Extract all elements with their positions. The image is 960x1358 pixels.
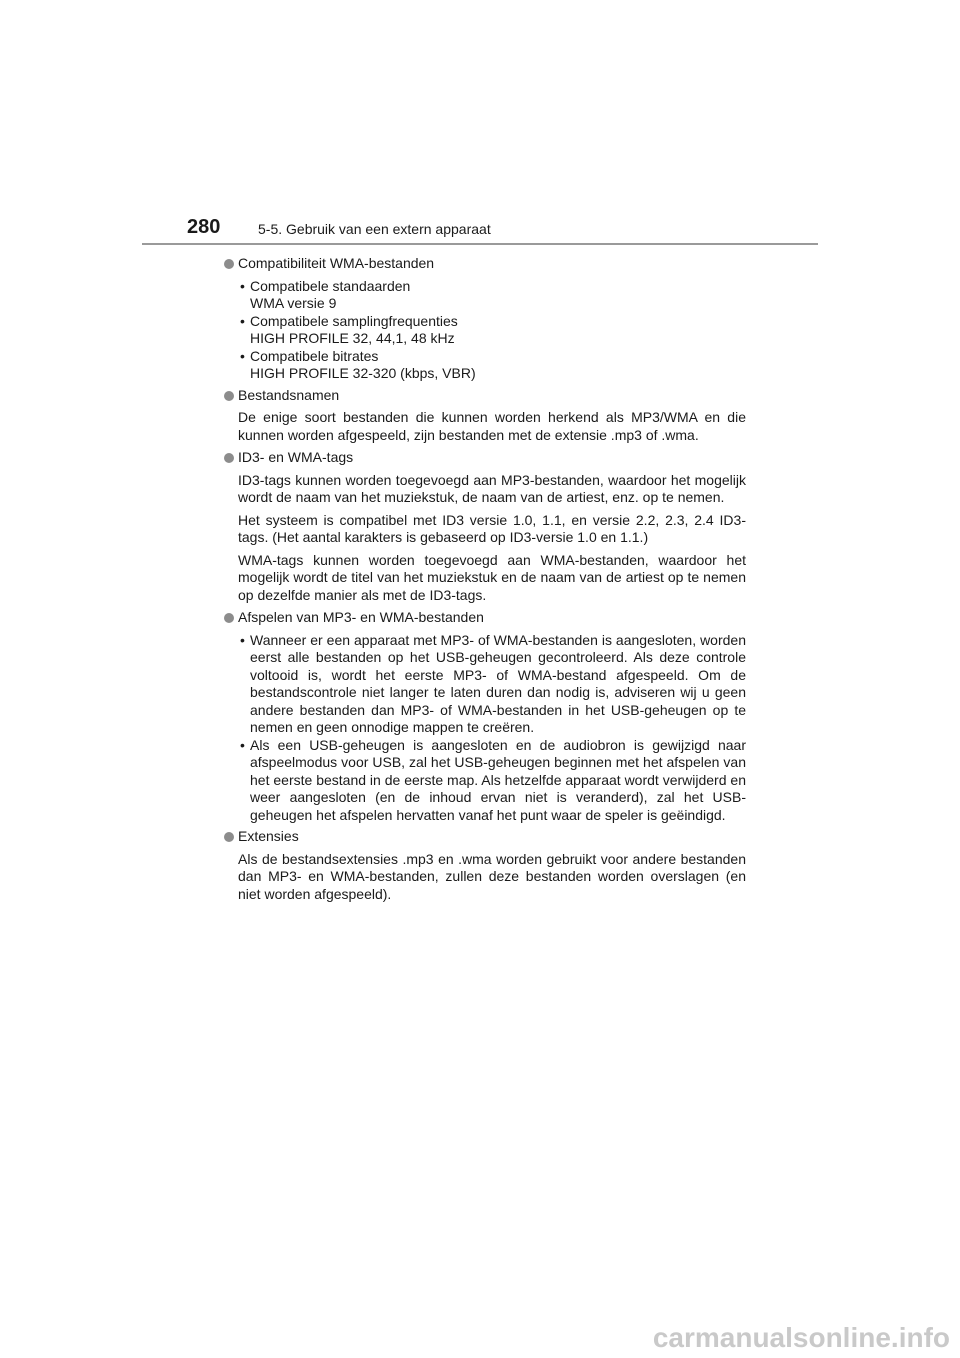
section-heading: Compatibiliteit WMA-bestanden (224, 255, 746, 273)
section-file-names (224, 387, 746, 445)
header-divider (142, 243, 818, 245)
paragraph: ID3-tags kunnen worden toegevoegd aan MP3-bestanden, waardoor het mogelijk wordt de naam van het muziekstuk, de naam van de artiest, enz. op te nemen. (238, 471, 746, 505)
section-heading: Extensies (224, 828, 746, 846)
section-id3-wma-tags (224, 449, 746, 604)
bullet-circle-icon (224, 832, 234, 842)
playback-list (224, 632, 746, 825)
bullet-dot-icon: • (240, 631, 245, 648)
watermark: carmanualsonline.info (652, 1322, 950, 1353)
paragraph: Het systeem is compatibel met ID3 versie 1.0, 1.1, en versie 2.2, 2.3, 2.4 ID3-tags. (Het aantal karakters is gebaseerd op ID3-versie 1.0 en 1.1.) (238, 511, 746, 545)
page-header (187, 214, 827, 244)
list-item: • Compatibele standaarden WMA versie 9 (240, 277, 411, 311)
list-item: • Compatibele bitrates HIGH PROFILE 32-320 (kbps, VBR) (240, 347, 476, 381)
section-extensions (224, 828, 746, 903)
bullet-dot-icon: • (240, 347, 245, 364)
section-playback (224, 609, 746, 824)
bullet-dot-icon: • (240, 312, 245, 329)
section-wma-compatibility (224, 255, 746, 383)
bullet-circle-icon (224, 391, 234, 401)
section-heading: ID3- en WMA-tags (224, 449, 746, 467)
section-heading: Afspelen van MP3- en WMA-bestanden (224, 609, 746, 627)
paragraph: De enige soort bestanden die kunnen worden herkend als MP3/WMA en die kunnen worden afgespeeld, zijn bestanden met de extensie .mp3 of .wma. (238, 409, 746, 443)
list-item: • Wanneer er een apparaat met MP3- of WMA-bestanden is aangesloten, worden eerst alle bestanden op het USB-geheugen gecontroleerd. Als deze controle voltooid is, wordt het eerste MP3- of WMA-bestand afgespeeld. Om de bestandscontrole niet langer te laten duren dan nodig is, adviseren wij u geen andere bestanden dan MP3- of WMA-bestanden in het USB-geheugen op te nemen en geen onnodige mappen te creëren. (240, 631, 746, 735)
main-content (224, 255, 746, 908)
paragraph: Als de bestandsextensies .mp3 en .wma worden gebruikt voor andere bestanden dan MP3- en WMA-bestanden, zullen deze bestanden worden overslagen (en niet worden afgespeeld). (238, 850, 746, 902)
section-heading: Bestandsnamen (224, 387, 746, 405)
page-number: 280 (187, 216, 221, 238)
paragraph: WMA-tags kunnen worden toegevoegd aan WMA-bestanden, waardoor het mogelijk wordt de titel van het muziekstuk en de naam van de artiest op te nemen op dezelfde manier als met de ID3-tags. (238, 551, 746, 603)
bullet-circle-icon (224, 259, 234, 269)
list-item: • Compatibele samplingfrequenties HIGH PROFILE 32, 44,1, 48 kHz (240, 312, 458, 346)
bullet-circle-icon (224, 613, 234, 623)
section-title: 5-5. Gebruik van een extern apparaat (258, 221, 491, 237)
bullet-dot-icon: • (240, 736, 245, 753)
list-item: • Als een USB-geheugen is aangesloten en de audiobron is gewijzigd naar afspeelmodus voor USB, zal het USB-geheugen beginnen met het afspelen van het eerste bestand in de eerste map. Als hetzelfde apparaat wordt verwijderd en weer aangesloten (en de inhoud ervan niet is veranderd), zal het USB-geheugen het afspelen hervatten vanaf het punt waar de speler is geëindigd. (240, 736, 746, 823)
spec-list (224, 278, 746, 383)
bullet-circle-icon (224, 453, 234, 463)
bullet-dot-icon: • (240, 277, 245, 294)
